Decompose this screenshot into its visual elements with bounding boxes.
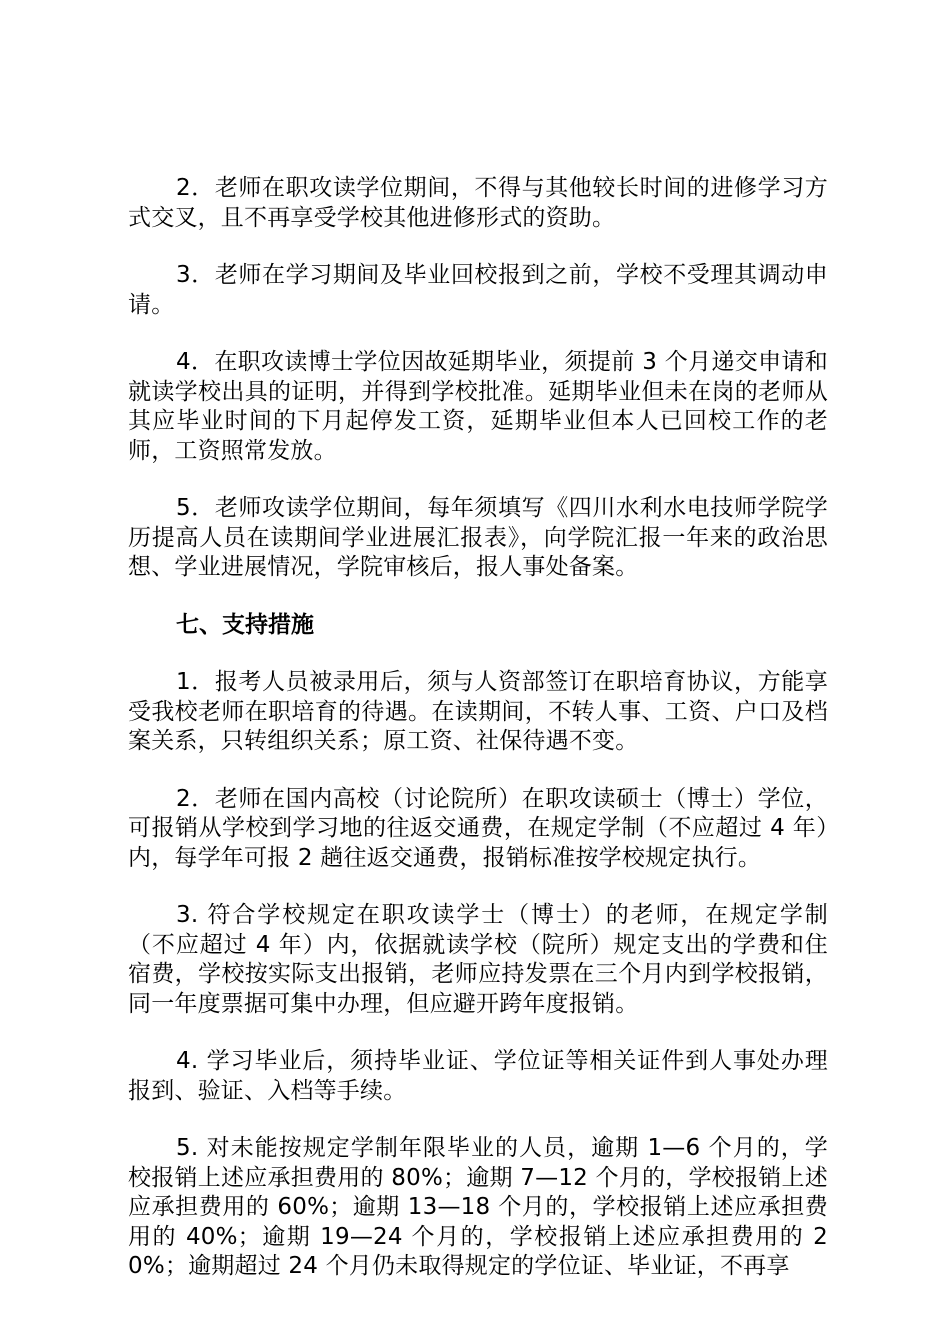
support-item-5: 5. 对未能按规定学制年限毕业的人员，逾期 1—6 个月的，学校报销上述应承担费用的 80%；逾期 7—12 个月的，学校报销上述应承担费用的 60%；逾期 13—18 个月的，学校报销上述应承担费用的 40%；逾期 19—24 个月的，学校报销上述应承担费用的 20%；逾期超过 24 个月仍未取得规定的学位证、毕业证，不再享 [128, 1135, 828, 1279]
section-heading: 七、支持措施 [176, 611, 314, 638]
support-item-2: 2．老师在国内高校（讨论院所）在职攻读硕士（博士）学位，可报销从学校到学习地的往返交通费，在规定学制（不应超过 4 年）内，每学年可报 2 趟往返交通费，报销标准按学校规定执行。 [128, 785, 828, 871]
paragraph-2: 2．老师在职攻读学位期间，不得与其他较长时间的进修学习方式交叉，且不再享受学校其他进修形式的资助。 [128, 175, 828, 231]
document-body [128, 174, 828, 1310]
paragraph-3: 3．老师在学习期间及毕业回校报到之前，学校不受理其调动申请。 [128, 262, 828, 318]
support-item-1: 1．报考人员被录用后，须与人资部签订在职培育协议，方能享受我校老师在职培育的待遇。在读期间，不转人事、工资、户口及档案关系，只转组织关系；原工资、社保待遇不变。 [128, 669, 828, 754]
support-item-4: 4. 学习毕业后，须持毕业证、学位证等相关证件到人事处办理报到、验证、入档等手续。 [128, 1048, 828, 1104]
support-item-3: 3. 符合学校规定在职攻读学士（博士）的老师，在规定学制（不应超过 4 年）内，依据就读学校（院所）规定支出的学费和住宿费，学校按实际支出报销，老师应持发票在三个月内到学校报销，同一年度票据可集中办理，但应避开跨年度报销。 [128, 902, 828, 1017]
paragraph-5: 5．老师攻读学位期间，每年须填写《四川水利水电技师学院学历提高人员在读期间学业进展汇报表》，向学院汇报一年来的政治思想、学业进展情况，学院审核后，报人事处备案。 [128, 495, 828, 580]
paragraph-4: 4．在职攻读博士学位因故延期毕业，须提前 3 个月递交申请和就读学校出具的证明，并得到学校批准。延期毕业但未在岗的老师从其应毕业时间的下月起停发工资，延期毕业但本人已回校工作的老师，工资照常发放。 [128, 349, 828, 464]
